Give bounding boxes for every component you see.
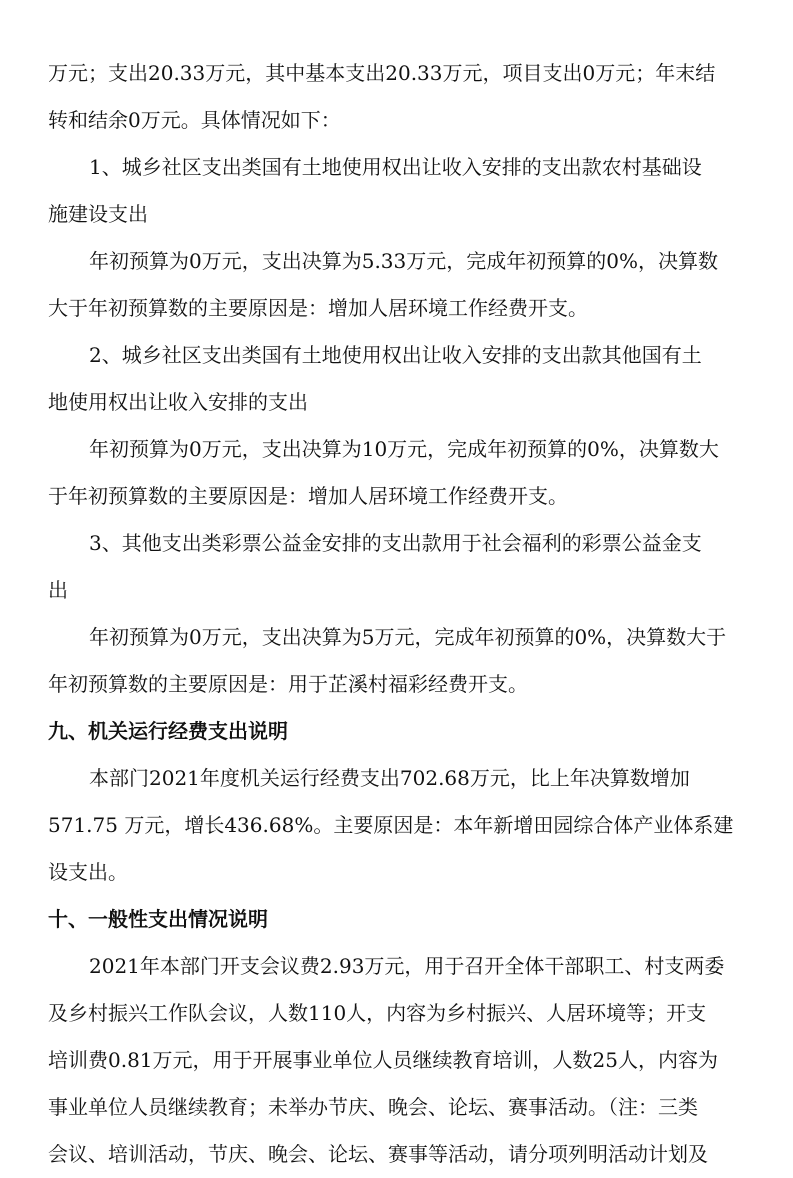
paragraph-line: 培训费0.81万元，用于开展事业单位人员继续教育培训，人数25人，内容为 — [48, 1048, 718, 1072]
paragraph-line: 年初预算数的主要原因是：用于芷溪村福彩经费开支。 — [48, 672, 528, 696]
paragraph-line: 设支出。 — [48, 860, 128, 884]
paragraph-line: 年初预算为0万元，支出决算为5.33万元，完成年初预算的0%，决算数 — [89, 249, 718, 273]
paragraph-line: 大于年初预算数的主要原因是：增加人居环境工作经费开支。 — [48, 296, 588, 320]
paragraph-line: 及乡村振兴工作队会议，人数110人，内容为乡村振兴、人居环境等；开支 — [48, 1001, 707, 1025]
paragraph-line: 地使用权出让收入安排的支出 — [48, 390, 308, 414]
paragraph-line: 于年初预算数的主要原因是：增加人居环境工作经费开支。 — [48, 484, 568, 508]
paragraph-line: 施建设支出 — [48, 202, 148, 226]
paragraph-line: 万元；支出20.33万元，其中基本支出20.33万元，项目支出0万元；年末结 — [48, 61, 716, 85]
paragraph-line: 会议、培训活动，节庆、晚会、论坛、赛事等活动，请分项列明活动计划及 — [48, 1142, 708, 1166]
paragraph-line: 本部门2021年度机关运行经费支出702.68万元，比上年决算数增加 — [89, 766, 690, 790]
paragraph-line: 2021年本部门开支会议费2.93万元，用于召开全体干部职工、村支两委 — [89, 954, 725, 978]
document-page — [48, 50, 748, 1178]
paragraph-line: 1、城乡社区支出类国有土地使用权出让收入安排的支出款农村基础设 — [89, 155, 702, 179]
paragraph-line: 571.75 万元，增长436.68%。主要原因是：本年新增田园综合体产业体系建 — [48, 813, 734, 837]
paragraph-line: 年初预算为0万元，支出决算为10万元，完成年初预算的0%，决算数大 — [89, 437, 719, 461]
section-heading: 九、机关运行经费支出说明 — [48, 719, 288, 743]
section-heading: 十、一般性支出情况说明 — [48, 907, 268, 931]
paragraph-line: 3、其他支出类彩票公益金安排的支出款用于社会福利的彩票公益金支 — [89, 531, 702, 555]
paragraph-line: 出 — [48, 578, 68, 602]
paragraph-line: 2、城乡社区支出类国有土地使用权出让收入安排的支出款其他国有土 — [89, 343, 702, 367]
paragraph-line: 年初预算为0万元，支出决算为5万元，完成年初预算的0%，决算数大于 — [89, 625, 727, 649]
paragraph-line: 事业单位人员继续教育；未举办节庆、晚会、论坛、赛事活动。（注：三类 — [48, 1095, 698, 1119]
paragraph-line: 转和结余0万元。具体情况如下： — [48, 108, 341, 132]
